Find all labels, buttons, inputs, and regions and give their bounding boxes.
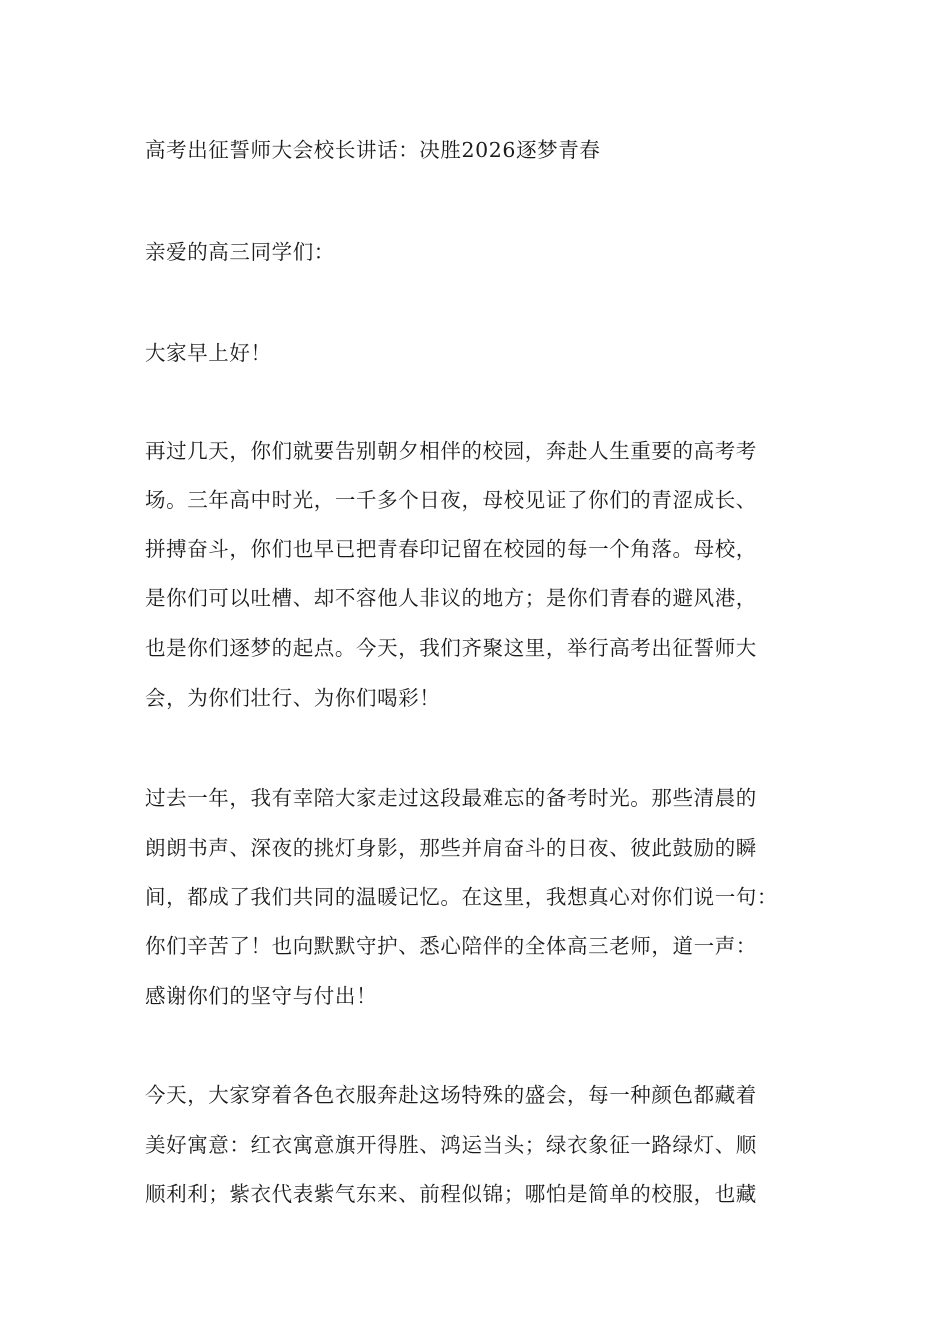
greeting: 大家早上好！ bbox=[145, 341, 272, 365]
paragraph-line: 你们辛苦了！也向默默守护、悉心陪伴的全体高三老师，道一声： bbox=[145, 934, 757, 958]
paragraph-line: 再过几天，你们就要告别朝夕相伴的校园，奔赴人生重要的高考考 bbox=[145, 439, 757, 463]
paragraph-line: 会，为你们壮行、为你们喝彩！ bbox=[145, 686, 441, 710]
paragraph-line: 是你们可以吐槽、却不容他人非议的地方；是你们青春的避风港， bbox=[145, 586, 757, 610]
paragraph-line: 过去一年，我有幸陪大家走过这段最难忘的备考时光。那些清晨的 bbox=[145, 786, 757, 810]
salutation: 亲爱的高三同学们： bbox=[145, 240, 335, 264]
paragraph-line: 间，都成了我们共同的温暖记忆。在这里，我想真心对你们说一句： bbox=[145, 885, 778, 909]
document-title: 高考出征誓师大会校长讲话：决胜2026逐梦青春 bbox=[145, 138, 601, 162]
paragraph-line: 今天，大家穿着各色衣服奔赴这场特殊的盛会，每一种颜色都藏着 bbox=[145, 1083, 757, 1107]
paragraph-line: 感谢你们的坚守与付出！ bbox=[145, 984, 378, 1008]
paragraph-line: 也是你们逐梦的起点。今天，我们齐聚这里，举行高考出征誓师大 bbox=[145, 636, 757, 660]
paragraph-line: 美好寓意：红衣寓意旗开得胜、鸿运当头；绿衣象征一路绿灯、顺 bbox=[145, 1133, 757, 1157]
paragraph-line: 顺利利；紫衣代表紫气东来、前程似锦；哪怕是简单的校服，也藏 bbox=[145, 1182, 757, 1206]
paragraph-line: 场。三年高中时光，一千多个日夜，母校见证了你们的青涩成长、 bbox=[145, 488, 757, 512]
paragraph-line: 朗朗书声、深夜的挑灯身影，那些并肩奋斗的日夜、彼此鼓励的瞬 bbox=[145, 836, 757, 860]
paragraph-line: 拼搏奋斗，你们也早已把青春印记留在校园的每一个角落。母校， bbox=[145, 537, 757, 561]
